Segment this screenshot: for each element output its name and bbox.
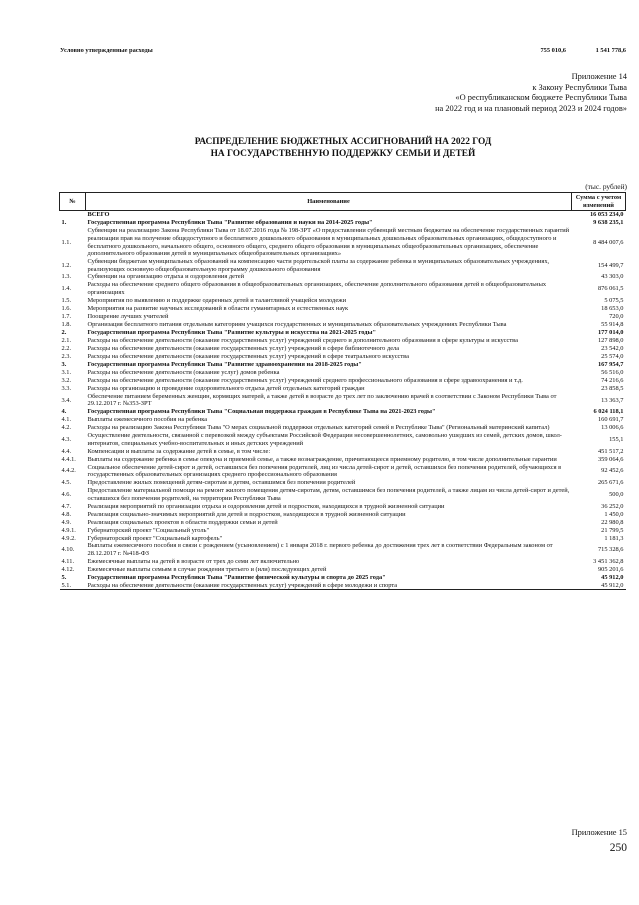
column-header-name: Наименование bbox=[86, 193, 572, 211]
table-row bbox=[60, 227, 626, 258]
row-name: Компенсации и выплаты за содержание детей в семье, в том числе: bbox=[87, 447, 271, 455]
row-name: Реализация мероприятий по организации отдыха и оздоровления детей и подростков, находящихся в трудной жизненной ситуации bbox=[87, 502, 445, 510]
row-sum: 21 799,5 bbox=[601, 526, 624, 534]
table-row bbox=[60, 258, 626, 273]
row-sum: 1 181,3 bbox=[604, 534, 624, 542]
table-row bbox=[60, 432, 626, 447]
row-number: 5.1. bbox=[60, 582, 86, 590]
row-sum: 876 061,5 bbox=[597, 285, 624, 293]
row-number: 1.3. bbox=[61, 273, 72, 281]
table-row bbox=[60, 424, 626, 432]
row-number: 1.5. bbox=[61, 296, 72, 304]
row-sum: 45 912,0 bbox=[572, 582, 626, 590]
row-name: Выплаты ежемесячного пособия на ребенка bbox=[87, 416, 208, 424]
table-row bbox=[60, 526, 626, 534]
row-number: 3.1. bbox=[61, 368, 72, 376]
row-number: 4.5. bbox=[61, 479, 72, 487]
row-name: Расходы на обеспечение деятельности (оказание государственных услуг) учреждений среднего профессионального образования в сфере здравоохранения и т.д. bbox=[87, 376, 523, 384]
row-name: Поощрение лучших учителей bbox=[87, 312, 169, 320]
table-row bbox=[60, 464, 626, 479]
row-name: Субвенции на реализацию Закона Республики Тыва от 18.07.2016 года № 198-ЗРТ «О предоставлении субвенций местным бюджетам на обеспечение государственных гарантий реализации прав на получение общедоступного и бесплатного дошкольного образования в муниципальных дошкольных образовательных организациях, общедоступного и бесплатного дошкольного, начального общего, основного общего, среднего общего образования в муниципальных общеобразовательных организациях, обеспечение дополнительного образования детей в муниципальных общеобразовательных организациях» bbox=[87, 227, 570, 258]
row-number: 2.2. bbox=[61, 344, 72, 352]
table-row bbox=[60, 281, 626, 296]
conditional-expenses-line bbox=[60, 47, 626, 59]
conditional-expenses-label: Условно утвержденные расходы bbox=[60, 47, 153, 54]
row-number: 4.6. bbox=[61, 490, 72, 498]
table-row bbox=[60, 534, 626, 542]
row-number: 2.3. bbox=[61, 352, 72, 360]
row-name: Субвенции на организацию отдыха и оздоровления детей bbox=[87, 273, 245, 281]
row-name: Социальное обеспечение детей-сирот и детей, оставшихся без попечения родителей, лиц из числа детей-сирот и детей, оставшихся без попечения родителей, обучающихся в государственных образовательных организациях среднего профессионального образования bbox=[87, 463, 562, 479]
row-sum: 18 653,0 bbox=[601, 304, 624, 312]
table-row bbox=[60, 510, 626, 518]
row-name: Расходы на обеспечение деятельности (оказание государственных услуг) учреждений среднего и дополнительного образования в сфере культуры и искусства bbox=[87, 336, 518, 344]
row-sum: 45 912,0 bbox=[601, 573, 624, 581]
row-number: 4.4. bbox=[61, 447, 72, 455]
row-sum: 25 574,0 bbox=[601, 352, 624, 360]
page-number: 250 bbox=[609, 842, 627, 854]
row-sum: 127 898,0 bbox=[597, 336, 624, 344]
row-number: 5. bbox=[61, 573, 67, 581]
row-number: 4.9. bbox=[61, 518, 72, 526]
row-number: 1.4. bbox=[61, 285, 72, 293]
table-row bbox=[60, 377, 626, 385]
row-sum: 167 954,7 bbox=[597, 360, 624, 368]
row-sum: 5 075,5 bbox=[604, 296, 624, 304]
row-name: Реализация социально-значимых мероприятий для детей и подростков, находящихся в трудной жизненной ситуации bbox=[87, 510, 406, 518]
table-row bbox=[60, 408, 626, 416]
table-row bbox=[60, 393, 626, 408]
row-name: Мероприятия на развитие научных исследований в области гуманитарных и естественных наук bbox=[87, 304, 349, 312]
row-name: Расходы на обеспечение среднего общего образования в общеобразовательных организациях, обеспечение дополнительного образования детей в общеобразовательных организациях bbox=[87, 281, 547, 297]
row-number bbox=[60, 211, 86, 219]
annex-law-period: на 2022 год и на плановый период 2023 и 2024 годов» bbox=[435, 103, 627, 113]
annex-law-ref: к Закону Республики Тыва bbox=[532, 82, 627, 92]
annex-heading bbox=[435, 72, 627, 114]
row-number: 4.12. bbox=[61, 565, 75, 573]
row-sum: 720,0 bbox=[609, 312, 624, 320]
row-sum: 160 691,7 bbox=[597, 416, 624, 424]
table-row bbox=[60, 385, 626, 393]
table-row bbox=[60, 361, 626, 369]
row-sum: 1 450,0 bbox=[604, 510, 624, 518]
row-name: Предоставление материальной помощи на ремонт жилого помещения детям-сиротам, детям, оставшимся без попечения родителей, а также лицам из числа детей-сирот и детей, оставшихся без попечения родителей, на территории Республики Тыва bbox=[87, 486, 570, 502]
row-sum: 715 328,6 bbox=[597, 546, 624, 554]
table-row bbox=[60, 273, 626, 281]
table-row bbox=[60, 456, 626, 464]
row-name: Реализация социальных проектов в области поддержки семьи и детей bbox=[87, 518, 278, 526]
row-name: Губернаторский проект "Социальный уголь" bbox=[87, 526, 210, 534]
row-name: Расходы на обеспечение деятельности (оказание государственных услуг) учреждений в сфере библиотечного дела bbox=[87, 344, 400, 352]
row-name: Государственная программа Республики Тыва "Развитие физической культуры и спорта до 2025 года" bbox=[87, 573, 386, 581]
row-sum: 74 216,6 bbox=[601, 376, 624, 384]
row-number: 4.3. bbox=[61, 435, 72, 443]
table-row bbox=[60, 487, 626, 502]
table-row bbox=[60, 329, 626, 337]
table-row bbox=[60, 337, 626, 345]
row-sum: 92 452,6 bbox=[601, 467, 624, 475]
row-sum: 451 517,2 bbox=[597, 447, 624, 455]
row-name: Расходы на обеспечение деятельности (оказание государственных услуг) учреждений в сфере молодежи и спорта bbox=[86, 582, 572, 590]
row-sum: 6 024 118,1 bbox=[593, 408, 624, 416]
document-title-line-1: РАСПРЕДЕЛЕНИЕ БЮДЖЕТНЫХ АССИГНОВАНИЙ НА 2022 ГОД bbox=[194, 137, 492, 147]
conditional-expenses-2024: 1 541 778,6 bbox=[595, 47, 626, 54]
column-header-number: № bbox=[60, 193, 86, 211]
table-row bbox=[60, 518, 626, 526]
budget-table bbox=[59, 192, 626, 590]
row-number: 4.7. bbox=[61, 502, 72, 510]
row-number: 4.4.2. bbox=[61, 467, 76, 475]
table-row bbox=[60, 297, 626, 305]
row-number: 1.6. bbox=[61, 304, 72, 312]
row-sum: 155,1 bbox=[609, 435, 624, 443]
row-name: Ежемесячные выплаты семьям в случае рождения третьего и (или) последующих детей bbox=[87, 565, 327, 573]
row-name: Государственная программа Республики Тыва "Социальная поддержка граждан в Республике Тыва на 2021-2023 годы" bbox=[87, 408, 436, 416]
row-name: ВСЕГО bbox=[87, 211, 110, 219]
table-row bbox=[60, 566, 626, 574]
row-number: 1.1. bbox=[61, 238, 72, 246]
row-number: 4.11. bbox=[61, 557, 75, 565]
row-number: 4.2. bbox=[61, 424, 72, 432]
row-sum: 265 671,6 bbox=[597, 479, 624, 487]
row-name: Осуществление деятельности, связанной с перевозкой между субъектами Российской Федерации несовершеннолетних, самовольно ушедших из семей, детских домов, школ-интернатов, специальных учебно-воспитательных и иных детских учреждений bbox=[87, 432, 562, 447]
column-header-sum: Сумма с учетом изменений bbox=[572, 193, 626, 211]
row-sum: 905 201,6 bbox=[597, 565, 624, 573]
row-name: Обеспечение питанием беременных женщин, кормящих матерей, а также детей в возрасте до трех лет по заключению врачей в соответствии с Законом Республики Тыва от 29.12.2017 г. №353-ЗРТ bbox=[87, 392, 557, 408]
row-number: 4.9.1. bbox=[61, 526, 76, 534]
row-sum: 43 303,0 bbox=[601, 273, 624, 281]
row-name: Государственная программа Республики Тыва "Развитие культуры и искусства на 2021-2025 годы" bbox=[87, 328, 377, 336]
row-sum: 23 858,5 bbox=[601, 384, 624, 392]
row-number: 4.1. bbox=[61, 416, 72, 424]
row-number: 4.4.1. bbox=[61, 455, 76, 463]
row-number: 2.1. bbox=[61, 336, 72, 344]
table-row bbox=[60, 353, 626, 361]
row-sum: 177 014,0 bbox=[597, 328, 624, 336]
row-number: 3.2. bbox=[61, 376, 72, 384]
row-name: Расходы на реализацию Закона Республики Тыва "О мерах социальной поддержки отдельных категорий семей в Республике Тыва" (Региональный материнский капитал) bbox=[87, 424, 550, 432]
table-row bbox=[60, 321, 626, 329]
row-sum: 13 006,6 bbox=[601, 424, 624, 432]
next-annex-label: Приложение 15 bbox=[571, 828, 627, 837]
row-number: 4. bbox=[61, 408, 67, 416]
row-name: Мероприятия по выявлению и поддержке одаренных детей и талантливой учащейся молодежи bbox=[87, 296, 346, 304]
table-row bbox=[60, 416, 626, 424]
row-name: Расходы на обеспечение деятельности (оказание государственных услуг) учреждений в сфере театрального искусства bbox=[87, 352, 409, 360]
row-name: Государственная программа Республики Тыва "Развитие здравоохранения на 2018-2025 годы" bbox=[87, 360, 362, 368]
row-number: 3. bbox=[61, 360, 67, 368]
row-name: Организация бесплатного питания отдельным категориям учащихся государственных и муниципальных образовательных учреждениях Республики Тыва bbox=[87, 320, 507, 328]
document-title-line-2: НА ГОСУДАРСТВЕННУЮ ПОДДЕРЖКУ СЕМЬИ И ДЕТЕЙ bbox=[210, 149, 476, 159]
row-number: 1.7. bbox=[61, 312, 72, 320]
row-sum: 56 516,0 bbox=[601, 368, 624, 376]
table-row bbox=[60, 219, 626, 227]
table-row bbox=[60, 448, 626, 456]
row-sum: 36 252,0 bbox=[601, 502, 624, 510]
row-number: 1.2. bbox=[61, 261, 72, 269]
row-number: 2. bbox=[61, 328, 67, 336]
table-header-row bbox=[60, 193, 626, 211]
row-sum: 154 499,7 bbox=[597, 261, 624, 269]
row-sum: 500,0 bbox=[609, 490, 624, 498]
row-name: Расходы на обеспечение деятельности (оказание услуг) домов ребенка bbox=[87, 368, 280, 376]
row-sum: 13 363,7 bbox=[601, 396, 624, 404]
conditional-expenses-2023: 755 010,6 bbox=[540, 47, 566, 54]
row-name: Ежемесячные выплаты на детей в возрасте от трех до семи лет включительно bbox=[87, 557, 300, 565]
row-name: Субвенции бюджетам муниципальных образований на компенсацию части родительской платы за содержание ребенка в муниципальных образовательных учреждениях, реализующих основную общеобразовательную программу дошкольного образования bbox=[87, 257, 550, 273]
row-sum: 9 638 235,1 bbox=[593, 219, 624, 227]
table-row bbox=[60, 542, 626, 557]
table-row bbox=[60, 369, 626, 377]
row-name: Выплаты ежемесячного пособия в связи с рождением (усыновлением) с 1 января 2018 г. первого ребенка до достижения трех лет в соответствии Федеральным законом от 28.12.2017 г. №418-ФЗ bbox=[87, 542, 553, 558]
table-row bbox=[60, 582, 626, 590]
annex-law-title: «О республиканском бюджете Республики Тыва bbox=[455, 93, 627, 102]
row-sum: 23 542,0 bbox=[601, 344, 624, 352]
table-row bbox=[60, 211, 626, 219]
row-sum: 22 980,8 bbox=[601, 518, 624, 526]
row-sum: 16 053 234,0 bbox=[589, 211, 624, 219]
table-row bbox=[60, 502, 626, 510]
row-name: Государственная программа Республики Тыва "Развитие образования и науки на 2014-2025 годы" bbox=[87, 219, 373, 227]
row-number: 1.8. bbox=[61, 320, 72, 328]
row-sum: 3 451 362,8 bbox=[593, 557, 624, 565]
row-sum: 8 484 007,6 bbox=[593, 238, 624, 246]
row-sum: 55 914,8 bbox=[601, 320, 624, 328]
row-name: Выплаты на содержание ребенка в семье опекуна и приемной семье, а также вознаграждение, причитающееся приемному родителю, в том числе дополнительные гарантии bbox=[87, 455, 557, 463]
row-number: 4.10. bbox=[61, 546, 75, 554]
table-row bbox=[60, 558, 626, 566]
table-row bbox=[60, 305, 626, 313]
table-row bbox=[60, 574, 626, 582]
row-number: 3.4. bbox=[61, 396, 72, 404]
annex-number: Приложение 14 bbox=[571, 72, 627, 81]
row-name: Расходы на организацию и проведение оздоровительного отдыха детей отдельных категорий граждан bbox=[87, 384, 365, 392]
row-name: Губернаторский проект "Социальный картофель" bbox=[87, 534, 223, 542]
row-number: 3.3. bbox=[61, 384, 72, 392]
row-name: Предоставление жилых помещений детям-сиротам и детям, оставшимся без попечения родителей bbox=[87, 479, 356, 487]
row-number: 1. bbox=[61, 219, 67, 227]
table-row bbox=[60, 345, 626, 353]
row-sum: 359 064,6 bbox=[597, 455, 624, 463]
table-body bbox=[60, 211, 626, 590]
table-row bbox=[60, 479, 626, 487]
row-number: 4.8. bbox=[61, 510, 72, 518]
row-number: 4.9.2. bbox=[61, 534, 76, 542]
table-row bbox=[60, 313, 626, 321]
units-label: (тыс. рублей) bbox=[585, 182, 627, 191]
